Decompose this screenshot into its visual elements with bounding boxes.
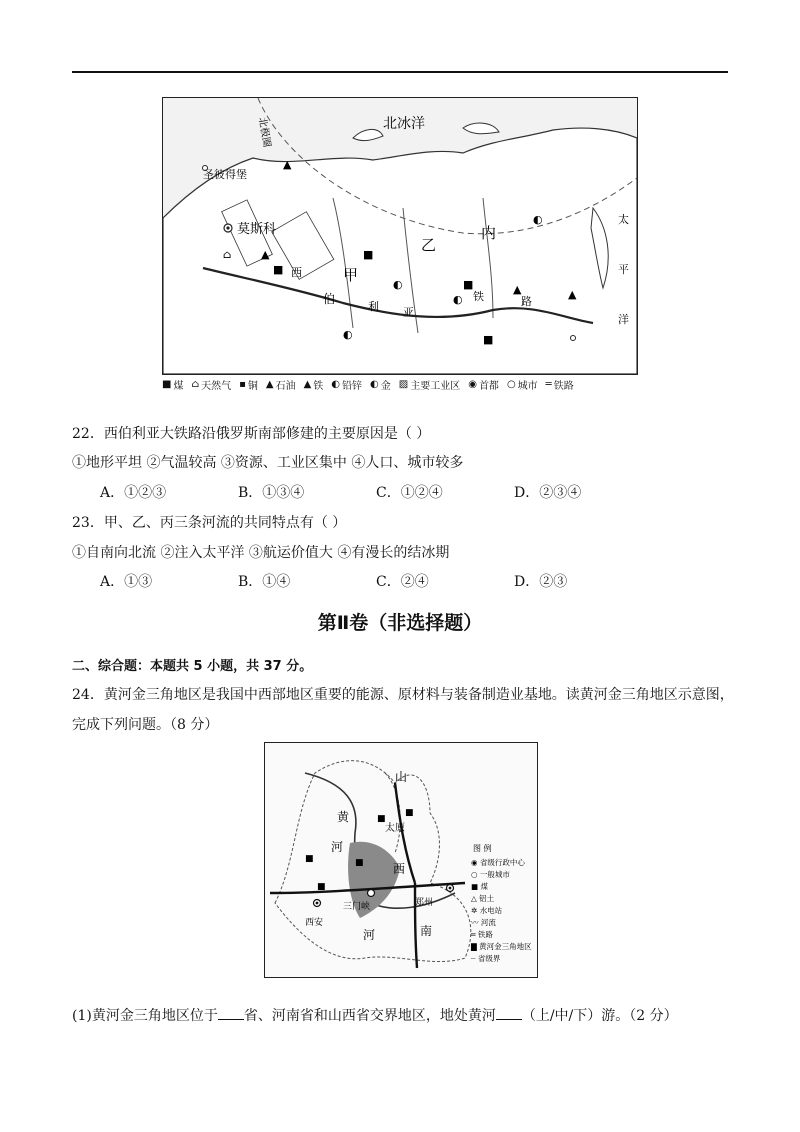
label-taiyuan: 太原 (385, 823, 405, 834)
map2-legend-hydro: ✲ 水电站 (471, 906, 503, 915)
q22-statements: ①地形平坦 ②气温较高 ③资源、工业区集中 ④人口、城市较多 (72, 455, 464, 471)
q23-option-b[interactable]: B．①④ (238, 574, 291, 590)
map2-legend-city: ○ 一般城市 (471, 870, 510, 879)
label-nei: 内 (481, 224, 497, 242)
map2-legend-capital: ◉ 省级行政中心 (471, 858, 525, 867)
map2-legend-river: 〰 河流 (471, 918, 496, 927)
map2-legend-title: 图 例 (473, 844, 492, 853)
label-jia: 甲 (343, 266, 359, 284)
svg-text:■: ■ (273, 263, 284, 276)
q24-blank-2[interactable] (496, 1007, 522, 1020)
svg-text:▲: ▲ (261, 248, 270, 261)
label-nan: 南 (420, 924, 433, 938)
label-xi: 西 (393, 862, 406, 876)
legend-capital: ◉ 首都 (468, 378, 499, 392)
label-bo: 伯 (323, 292, 336, 306)
legend-lead-zinc: ◐ 铅锌 (331, 378, 363, 392)
label-li: 利 (368, 300, 379, 313)
label-huang: 黄 (337, 810, 350, 824)
map2-legend-railway: ═ 铁路 (471, 930, 493, 939)
map2-legend-bauxite: △ 铝土 (471, 894, 495, 903)
svg-text:◐: ◐ (453, 293, 463, 306)
legend-city: ○ 城市 (506, 378, 538, 392)
label-tie: 铁 (473, 290, 484, 303)
section-subtitle: 二、综合题：本题共 5 小题，共 37 分。 (72, 659, 313, 674)
russia-map-svg (163, 98, 637, 374)
yellow-river-map (264, 742, 538, 978)
q23-option-a[interactable]: A．①③ (100, 574, 153, 590)
label-yi: 乙 (421, 236, 437, 254)
q22-option-c[interactable]: C．①②④ (376, 485, 443, 501)
svg-text:◐: ◐ (393, 278, 403, 291)
q23-options (100, 571, 652, 591)
svg-text:▲: ▲ (513, 283, 522, 296)
label-st-petersburg: 圣彼得堡 (203, 168, 247, 181)
q24-sub1 (72, 1005, 678, 1025)
label-pacific-yang: 洋 (618, 313, 629, 326)
label-ya: 亚 (403, 306, 414, 319)
legend-industrial: ▨ 主要工业区 (398, 378, 461, 392)
label-he2: 河 (363, 928, 376, 942)
svg-text:◐: ◐ (533, 213, 543, 226)
label-arctic-circle: 北极圈 (256, 116, 273, 149)
legend-railway: ═ 铁路 (545, 378, 574, 392)
label-arctic-ocean: 北冰洋 (383, 116, 425, 132)
legend-gold: ◐ 金 (370, 378, 391, 392)
russia-map (162, 97, 638, 375)
label-sanmenxia: 三门峡 (343, 902, 371, 912)
svg-text:■: ■ (377, 814, 386, 824)
q22-option-d[interactable]: D．②③④ (514, 485, 582, 501)
section-title: 第Ⅱ卷（非选择题） (317, 612, 483, 634)
svg-text:■: ■ (355, 858, 364, 868)
map2-legend-border: ┈ 省级界 (471, 954, 501, 963)
legend-gas: ⌂ 天然气 (191, 378, 232, 392)
label-moscow: 莫斯科 (237, 222, 277, 237)
q24-line2: 完成下列问题。（8 分） (72, 717, 219, 733)
q23-statements: ①自南向北流 ②注入太平洋 ③航运价值大 ④有漫长的结冰期 (72, 545, 450, 561)
q23-stem: 23．甲、乙、丙三条河流的共同特点有（ ） (72, 515, 347, 531)
q24-sub1-part-b: 省、河南省和山西省交界地区，地处黄河 (243, 1008, 496, 1024)
header-rule (72, 71, 728, 73)
q24-line1: 24．黄河金三角地区是我国中西部地区重要的能源、原材料与装备制造业基地。读黄河金三角地区示意图， (72, 687, 734, 703)
q24-sub1-part-a: (1)黄河金三角地区位于 (72, 1008, 218, 1024)
label-lu: 路 (521, 295, 532, 308)
svg-text:■: ■ (305, 854, 314, 864)
label-he: 河 (331, 840, 344, 854)
q23-option-d[interactable]: D．②③ (514, 574, 568, 590)
svg-text:■: ■ (463, 278, 474, 291)
legend-iron: ▲ 铁 (303, 378, 324, 392)
label-pacific-tai: 太 (618, 213, 629, 226)
map2-legend-triangle: ▇ 黄河金三角地区 (471, 942, 532, 951)
q22-option-a[interactable]: A．①②③ (100, 485, 167, 501)
svg-text:▲: ▲ (283, 158, 292, 171)
q22-option-b[interactable]: B．①③④ (238, 485, 305, 501)
label-pacific-ping: 平 (618, 263, 629, 276)
q22-options (100, 482, 652, 502)
svg-text:■: ■ (363, 248, 374, 261)
map2-legend-coal: ■ 煤 (471, 882, 488, 891)
svg-text:⌂: ⌂ (223, 248, 232, 261)
svg-text:■: ■ (317, 882, 326, 892)
q24-sub1-part-c: （上/中/下）游。（2 分） (521, 1008, 678, 1024)
label-xi: 西 (291, 266, 302, 279)
label-zhengzhou: 郑州 (415, 898, 434, 908)
svg-text:■: ■ (483, 333, 494, 346)
label-shan: 山 (395, 770, 408, 784)
svg-text:◐: ◐ (343, 328, 353, 341)
label-xian: 西安 (305, 918, 324, 928)
legend-copper: ▪ 铜 (239, 378, 258, 392)
russia-map-legend (162, 376, 638, 392)
legend-oil: ▲ 石油 (265, 378, 296, 392)
q23-option-c[interactable]: C．②④ (376, 574, 429, 590)
q22-stem: 22．西伯利亚大铁路沿俄罗斯南部修建的主要原因是（ ） (72, 426, 431, 442)
svg-text:▲: ▲ (568, 288, 577, 301)
legend-coal: ■ 煤 (162, 378, 184, 392)
q24-blank-1[interactable] (218, 1007, 244, 1020)
svg-text:■: ■ (405, 808, 414, 818)
yellow-river-map-svg (265, 743, 537, 977)
